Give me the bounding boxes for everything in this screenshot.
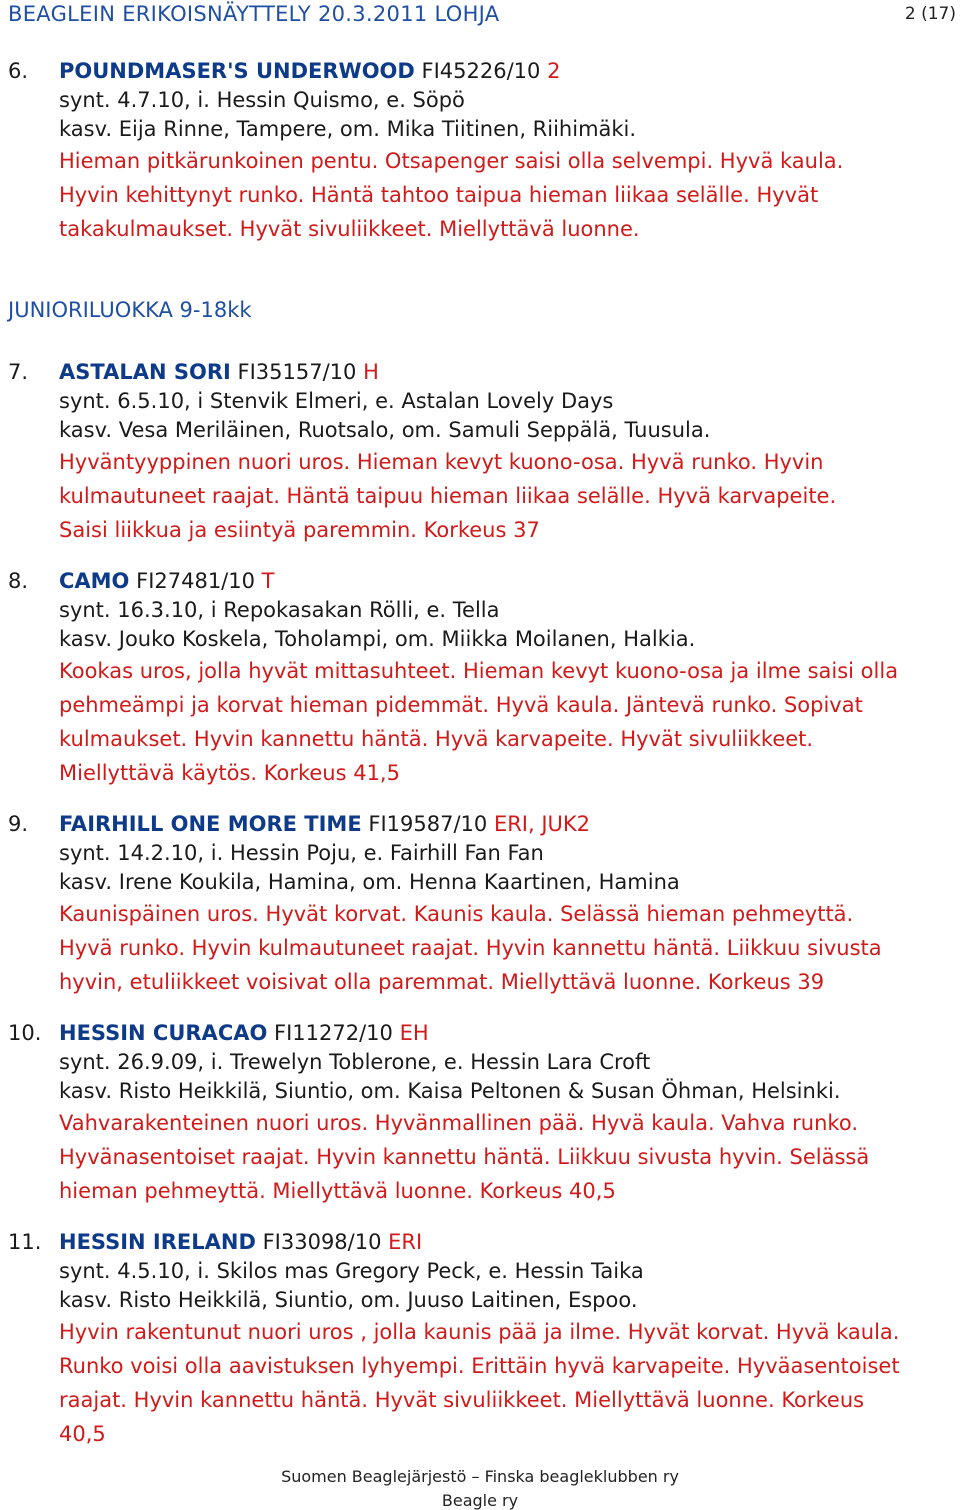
entry-title-line: [8, 567, 958, 596]
evaluation-line: [8, 1349, 958, 1383]
evaluation-text: Kookas uros, jolla hyvät mittasuhteet. Hieman kevyt kuono-osa ja ilme saisi olla: [59, 659, 899, 683]
dog-name: CAMO: [59, 569, 130, 593]
evaluation-line: [8, 513, 958, 547]
breeder-info: kasv. Vesa Meriläinen, Ruotsalo, om. Samuli Seppälä, Tuusula.: [59, 418, 711, 442]
birth-line: [8, 1048, 958, 1077]
evaluation-line: [8, 931, 958, 965]
evaluation-text: Runko voisi olla aavistuksen lyhyempi. Erittäin hyvä karvapeite. Hyväasentoiset: [59, 1354, 900, 1378]
entry-number: 9.: [8, 812, 29, 836]
award: ERI: [388, 1230, 423, 1254]
evaluation-line: [8, 479, 958, 513]
evaluation-text: Hyvä runko. Hyvin kulmautuneet raajat. Hyvin kannettu häntä. Liikkuu sivusta: [59, 936, 882, 960]
evaluation-line: [8, 897, 958, 931]
award: ERI, JUK2: [493, 812, 591, 836]
breeder-info: kasv. Jouko Koskela, Toholampi, om. Miikka Moilanen, Halkia.: [59, 627, 696, 651]
birth-line: [8, 387, 958, 416]
dog-entry: [8, 57, 958, 246]
dog-name: HESSIN CURACAO: [59, 1021, 268, 1045]
registration-number: FI11272/10: [274, 1021, 393, 1045]
class-heading: JUNIORILUOKKA 9-18kk: [8, 298, 252, 322]
entry-number: 8.: [8, 569, 29, 593]
dog-name: HESSIN IRELAND: [59, 1230, 256, 1254]
birth-line: [8, 839, 958, 868]
dog-name: FAIRHILL ONE MORE TIME: [59, 812, 362, 836]
evaluation-line: [8, 445, 958, 479]
registration-number: FI19587/10: [368, 812, 488, 836]
evaluation-text: Hyvin rakentunut nuori uros , jolla kaunis pää ja ilme. Hyvät korvat. Hyvä kaula.: [59, 1320, 900, 1344]
dog-entry: [8, 810, 958, 999]
dog-entry: [8, 358, 958, 547]
dog-entry: [8, 1019, 958, 1208]
entry-title-line: [8, 358, 958, 387]
evaluation-line: [8, 965, 958, 999]
breeder-line: [8, 416, 958, 445]
award: H: [363, 360, 379, 384]
evaluation-text: Hyvänasentoiset raajat. Hyvin kannettu häntä. Liikkuu sivusta hyvin. Selässä: [59, 1145, 870, 1169]
evaluation-line: [8, 688, 958, 722]
registration-number: FI33098/10: [262, 1230, 382, 1254]
entry-title-line: [8, 810, 958, 839]
evaluation-text: kulmaukset. Hyvin kannettu häntä. Hyvä karvapeite. Hyvät sivuliikkeet.: [59, 727, 814, 751]
breeder-info: kasv. Risto Heikkilä, Siuntio, om. Kaisa Peltonen & Susan Öhman, Helsinki.: [59, 1079, 841, 1103]
registration-number: FI45226/10: [421, 59, 541, 83]
birth-info: synt. 6.5.10, i Stenvik Elmeri, e. Astalan Lovely Days: [59, 389, 614, 413]
dog-entry: [8, 1228, 958, 1451]
breeder-info: kasv. Eija Rinne, Tampere, om. Mika Tiitinen, Riihimäki.: [59, 117, 637, 141]
evaluation-text: Vahvarakenteinen nuori uros. Hyvänmallinen pää. Hyvä kaula. Vahva runko.: [59, 1111, 858, 1135]
entry-title-line: [8, 57, 958, 86]
evaluation-text: raajat. Hyvin kannettu häntä. Hyvät sivuliikkeet. Miellyttävä luonne. Korkeus: [59, 1388, 865, 1412]
evaluation-text: hyvin, etuliikkeet voisivat olla paremmat. Miellyttävä luonne. Korkeus 39: [59, 970, 825, 994]
breeder-line: [8, 625, 958, 654]
evaluation-line: [8, 1174, 958, 1208]
birth-info: synt. 26.9.09, i. Trewelyn Toblerone, e. Hessin Lara Croft: [59, 1050, 651, 1074]
birth-info: synt. 16.3.10, i Repokasakan Rölli, e. Tella: [59, 598, 500, 622]
dog-entry: [8, 567, 958, 790]
evaluation-text: Miellyttävä käytös. Korkeus 41,5: [59, 761, 400, 785]
entry-title-line: [8, 1019, 958, 1048]
evaluation-line: [8, 722, 958, 756]
evaluation-text: Hieman pitkärunkoinen pentu. Otsapenger saisi olla selvempi. Hyvä kaula.: [59, 149, 844, 173]
award: T: [261, 569, 275, 593]
evaluation-line: [8, 1106, 958, 1140]
breeder-line: [8, 115, 958, 144]
breeder-line: [8, 868, 958, 897]
award: EH: [399, 1021, 429, 1045]
evaluation-text: Kaunispäinen uros. Hyvät korvat. Kaunis kaula. Selässä hieman pehmeyttä.: [59, 902, 854, 926]
evaluation-text: 40,5: [59, 1422, 106, 1446]
breeder-line: [8, 1077, 958, 1106]
evaluation-text: Hyväntyyppinen nuori uros. Hieman kevyt kuono-osa. Hyvä runko. Hyvin: [59, 450, 824, 474]
entry-number: 10.: [8, 1021, 42, 1045]
evaluation-text: Saisi liikkua ja esiintyä paremmin. Korkeus 37: [59, 518, 540, 542]
breeder-info: kasv. Irene Koukila, Hamina, om. Henna Kaartinen, Hamina: [59, 870, 680, 894]
evaluation-line: [8, 1417, 958, 1451]
registration-number: FI27481/10: [136, 569, 255, 593]
evaluation-line: [8, 756, 958, 790]
evaluation-text: pehmeämpi ja korvat hieman pidemmät. Hyvä kaula. Jäntevä runko. Sopivat: [59, 693, 863, 717]
evaluation-line: [8, 1140, 958, 1174]
birth-info: synt. 4.5.10, i. Skilos mas Gregory Peck, e. Hessin Taika: [59, 1259, 644, 1283]
footer-organization: Suomen Beaglejärjestö – Finska beagleklubben ry: [281, 1467, 679, 1486]
evaluation-line: [8, 144, 958, 178]
registration-number: FI35157/10: [237, 360, 357, 384]
footer-club: Beagle ry: [441, 1491, 519, 1510]
birth-line: [8, 1257, 958, 1286]
document-title: BEAGLEIN ERIKOISNÄYTTELY 20.3.2011 LOHJA: [8, 2, 500, 26]
dog-name: ASTALAN SORI: [59, 360, 231, 384]
evaluation-line: [8, 1315, 958, 1349]
evaluation-text: hieman pehmeyttä. Miellyttävä luonne. Korkeus 40,5: [59, 1179, 616, 1203]
evaluation-line: [8, 178, 958, 212]
evaluation-line: [8, 212, 958, 246]
entry-title-line: [8, 1228, 958, 1257]
birth-line: [8, 86, 958, 115]
evaluation-line: [8, 654, 958, 688]
birth-line: [8, 596, 958, 625]
birth-info: synt. 4.7.10, i. Hessin Quismo, e. Söpö: [59, 88, 465, 112]
evaluation-text: Hyvin kehittynyt runko. Häntä tahtoo taipua hieman liikaa selälle. Hyvät: [59, 183, 819, 207]
entry-number: 6.: [8, 59, 29, 83]
award: 2: [547, 59, 561, 83]
breeder-line: [8, 1286, 958, 1315]
dog-name: POUNDMASER'S UNDERWOOD: [59, 59, 415, 83]
page-number: 2 (17): [904, 4, 956, 24]
entry-number: 7.: [8, 360, 29, 384]
evaluation-line: [8, 1383, 958, 1417]
birth-info: synt. 14.2.10, i. Hessin Poju, e. Fairhill Fan Fan: [59, 841, 544, 865]
page-header: [8, 2, 956, 32]
breeder-info: kasv. Risto Heikkilä, Siuntio, om. Juuso Laitinen, Espoo.: [59, 1288, 638, 1312]
evaluation-text: kulmautuneet raajat. Häntä taipuu hieman liikaa selälle. Hyvä karvapeite.: [59, 484, 837, 508]
entry-number: 11.: [8, 1230, 42, 1254]
evaluation-text: takakulmaukset. Hyvät sivuliikkeet. Miellyttävä luonne.: [59, 217, 640, 241]
